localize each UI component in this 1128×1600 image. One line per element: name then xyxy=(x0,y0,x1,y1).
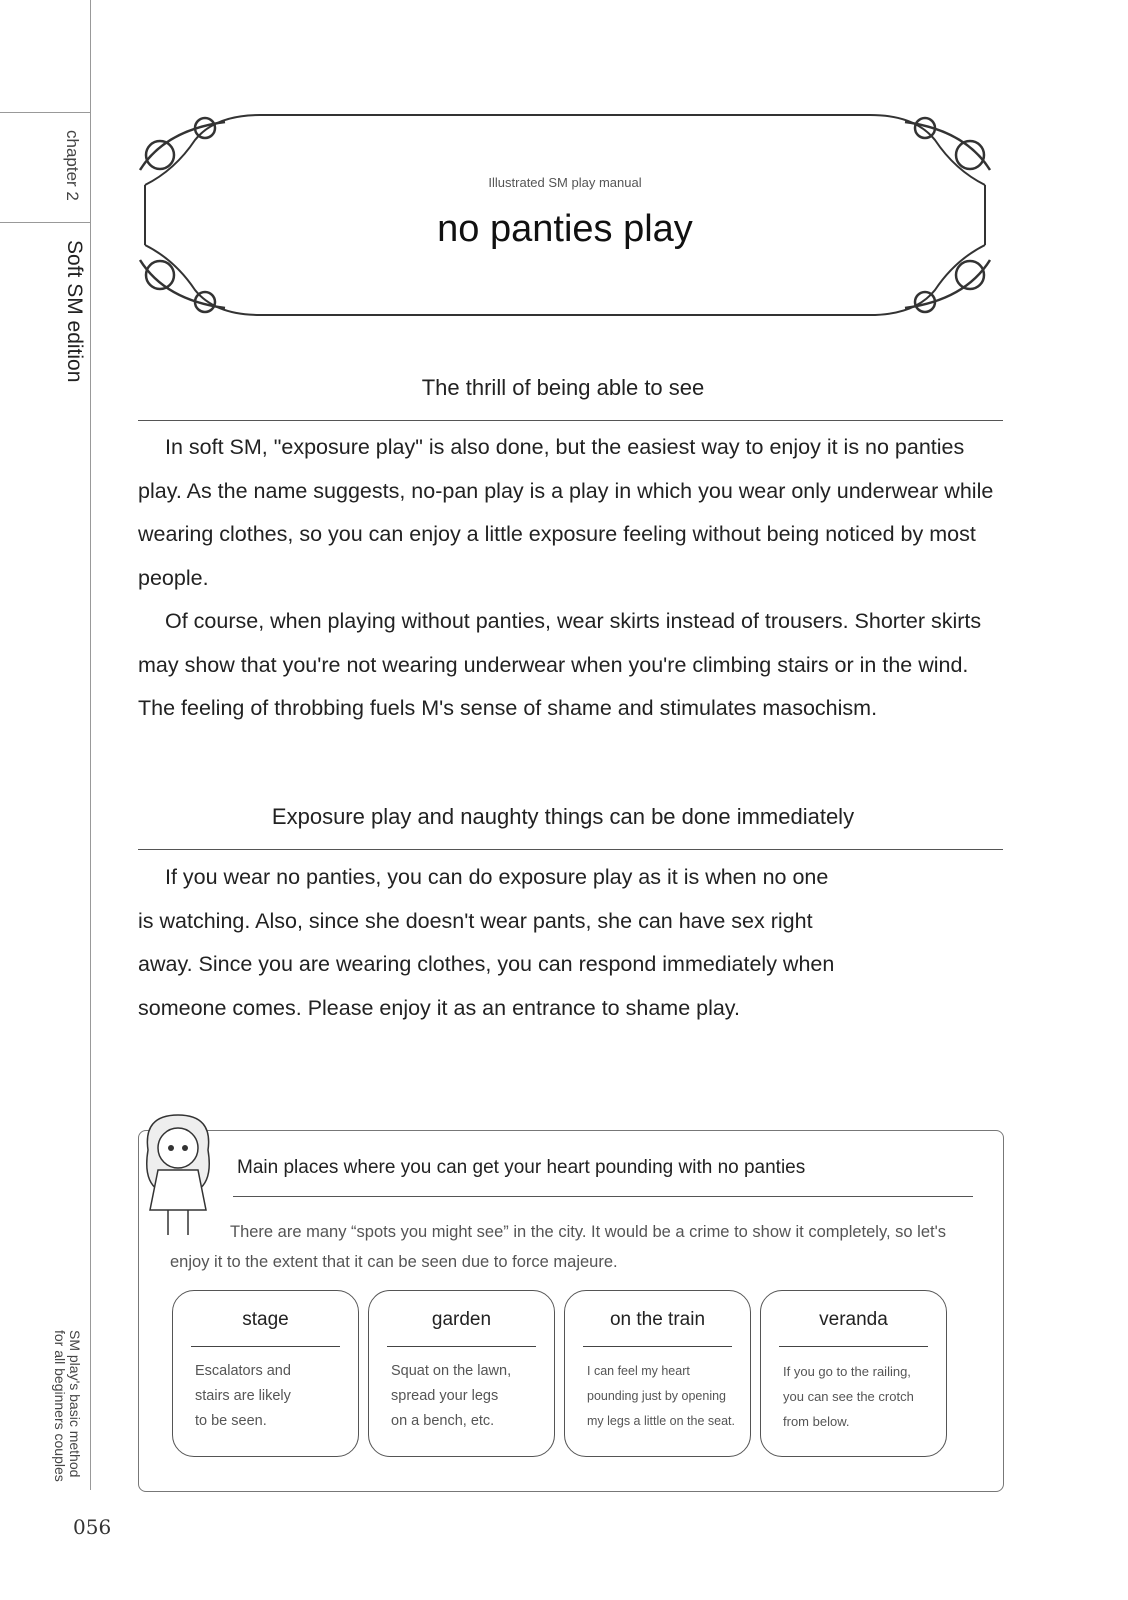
card-text: Squat on the lawn, spread your legs on a bench, etc. xyxy=(391,1363,512,1429)
place-card-veranda xyxy=(760,1290,947,1457)
section-rule xyxy=(138,420,1003,421)
paragraph: In soft SM, "exposure play" is also done, but the easiest way to enjoy it is no panties play. As the name suggests, no-pan play is a play in which you wear only underwear while wearing clothes, so you can enjoy a little exposure feeling without being noticed by most people. xyxy=(138,435,994,590)
card-rule xyxy=(779,1346,928,1347)
box-text xyxy=(170,1217,970,1277)
chapter-label: chapter 2 xyxy=(63,130,82,201)
paragraph: Of course, when playing without panties, wear skirts instead of trousers. Shorter skirts may show that you're not wearing underwear when you're climbing stairs or in the wind. The feeling of throbbing fuels M's sense of shame and stimulates masochism. xyxy=(138,609,982,720)
section-rule xyxy=(138,849,1003,850)
place-card-garden xyxy=(368,1290,555,1457)
box-text-body: There are many “spots you might see” in the city. It would be a crime to show it completely, so let's enjoy it to the extent that it can be seen due to force majeure. xyxy=(170,1223,947,1271)
section-heading: Exposure play and naughty things can be done immediately xyxy=(271,804,855,829)
section-heading: The thrill of being able to see xyxy=(421,375,705,400)
page-title: no panties play xyxy=(437,208,693,250)
sidebar-rule xyxy=(0,112,90,113)
header-subtitle: Illustrated SM play manual xyxy=(488,175,642,190)
book-footer xyxy=(52,1330,82,1482)
card-text: I can feel my heart pounding just by opening my legs a little on the seat. xyxy=(587,1364,735,1428)
card-text: Escalators and stairs are likely to be seen. xyxy=(195,1363,291,1429)
card-title: garden xyxy=(431,1309,492,1330)
box-title: Main places where you can get your heart pounding with no panties xyxy=(237,1157,806,1178)
box-rule xyxy=(233,1196,973,1197)
card-rule xyxy=(191,1346,340,1347)
page-number: 056 xyxy=(73,1515,112,1539)
place-card-stage xyxy=(172,1290,359,1457)
card-title: stage xyxy=(242,1309,289,1330)
card-rule xyxy=(583,1346,732,1347)
footer-line: SM play's basic method xyxy=(67,1330,83,1478)
card-rule xyxy=(387,1346,536,1347)
card-title: veranda xyxy=(819,1309,888,1330)
section-body xyxy=(138,856,838,1030)
edition-label: Soft SM edition xyxy=(63,240,86,383)
sidebar-divider xyxy=(90,0,91,1490)
paragraph: If you wear no panties, you can do exposure play as it is when no one is watching. Also, since she doesn't wear pants, she can have sex right away. Since you are wearing clothes, you can respond immediately when someone comes. Please enjoy it as an entrance to shame play. xyxy=(138,865,835,1020)
place-card-train xyxy=(564,1290,751,1457)
card-title: on the train xyxy=(609,1309,706,1330)
card-text: If you go to the railing, you can see the crotch from below. xyxy=(783,1364,914,1429)
footer-line: for all beginners couples xyxy=(52,1330,68,1482)
sidebar-rule xyxy=(0,222,90,223)
section-body xyxy=(138,426,998,731)
